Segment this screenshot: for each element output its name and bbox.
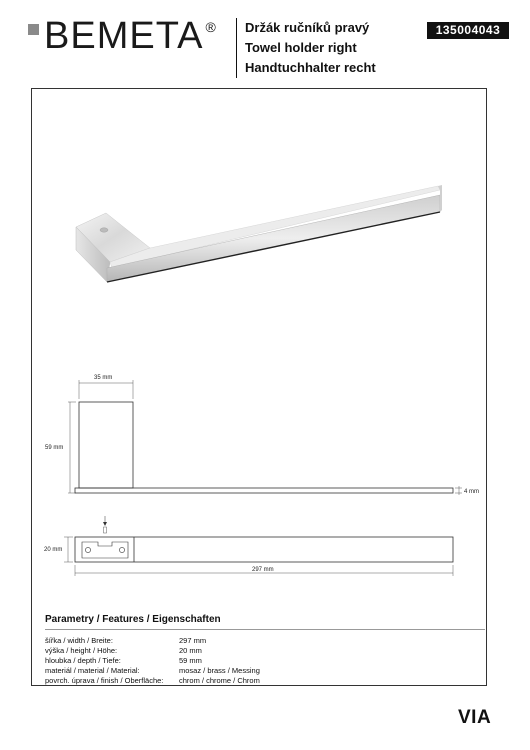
brand-name: BEMETA [44,15,204,57]
front-height-dimension-label: 20 mm [44,547,63,553]
side-view-bar [75,488,453,493]
title-german: Handtuchhalter recht [245,60,376,75]
bar-front-face [107,195,440,282]
bracket-screw-left-icon [85,547,90,552]
spec-label: hloubka / depth / Tiefe: [45,656,121,665]
spec-row-depth [45,656,485,666]
spec-label: výška / height / Höhe: [45,646,118,655]
thickness-dimension-label: 4 mm [464,489,479,495]
spec-label: šířka / width / Breite: [45,636,113,645]
screw-hole-icon [100,228,108,232]
spec-table [45,636,485,686]
spec-value: 59 mm [179,656,202,665]
product-render [76,185,442,282]
bracket-screw-right-icon [119,547,124,552]
side-view [68,380,462,495]
spec-row-width [45,636,485,646]
features-section [45,614,485,686]
front-view-bar [75,537,453,562]
spec-value: chrom / chrome / Chrom [179,676,260,685]
series-name: VIA [458,707,492,728]
bar-top-face [110,186,440,268]
registered-mark: ® [205,19,216,35]
mounting-bracket [82,542,128,558]
spec-row-height [45,646,485,656]
side-view-base [79,402,133,488]
title-english: Towel holder right [245,40,357,55]
spec-label: materiál / material / Material: [45,666,140,675]
spec-label: povrch. úprava / finish / Oberfläche: [45,676,164,685]
width-dimension-label: 297 mm [252,567,274,573]
spec-row-material [45,666,485,676]
spec-value: 20 mm [179,646,202,655]
features-title: Parametry / Features / Eigenschaften [45,614,485,630]
depth-dimension-label: 35 mm [94,375,113,381]
spec-value: 297 mm [179,636,207,645]
spec-value: mosaz / brass / Messing [179,666,260,675]
product-code-badge: 135004043 [427,22,509,39]
title-czech: Držák ručníků pravý [245,20,370,35]
height-dimension-label: 59 mm [45,445,64,451]
spec-row-finish [45,676,485,686]
